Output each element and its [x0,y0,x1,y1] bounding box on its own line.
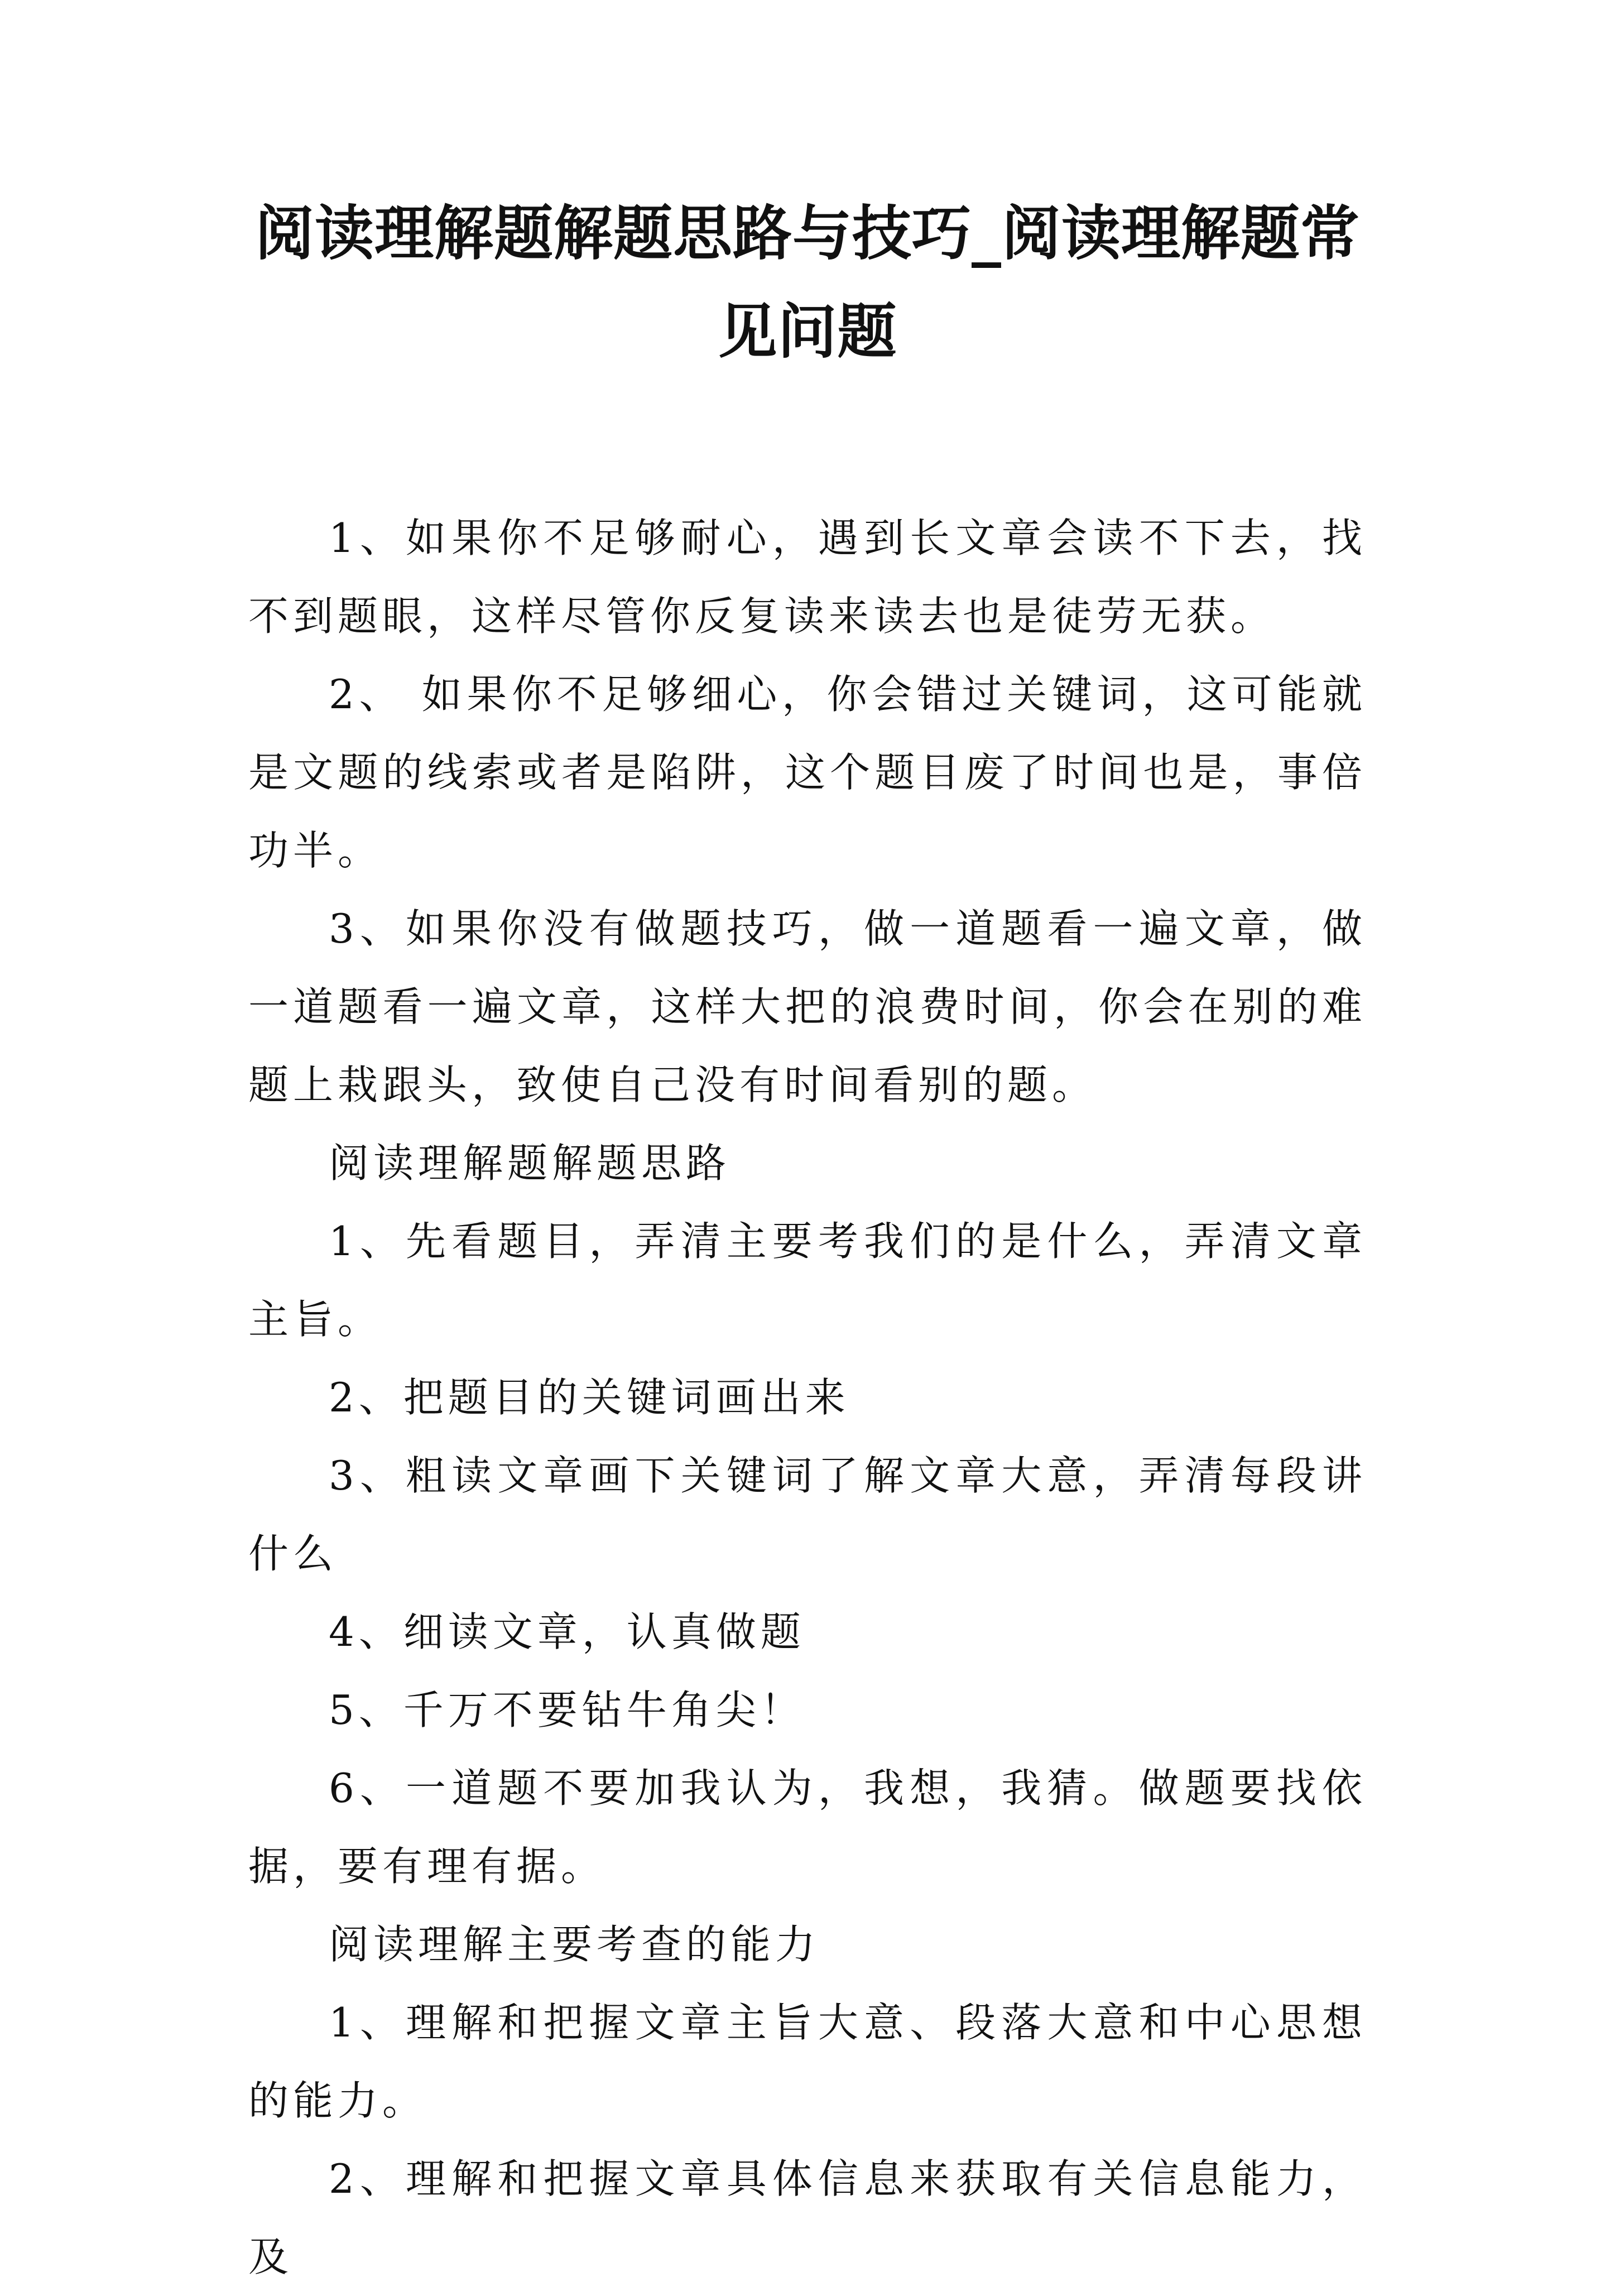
section-heading-approach: 阅读理解题解题思路 [329,1140,731,1187]
paragraph-9: 5、千万不要钻牛角尖！ [329,1687,805,1733]
document-body [248,499,1367,2296]
paragraph-5: 1、先看题目，弄清主要考我们的是什么，弄清文章主旨。 [248,1218,1367,1343]
paragraph-13: 2、理解和把握文章具体信息来获取有关信息能力，及 [248,2155,1367,2280]
document-title: 阅读理解题解题思路与技巧_阅读理解题常见问题 [255,198,1360,366]
section-heading-abilities: 阅读理解主要考查的能力 [329,1921,820,1968]
paragraph-7: 3、粗读文章画下关键词了解文章大意，弄清每段讲什么 [248,1452,1367,1577]
paragraph-3: 3、如果你没有做题技巧，做一道题看一遍文章，做一道题看一遍文章，这样大把的浪费时间，你会在别的难题上栽跟头，致使自己没有时间看别的题。 [248,905,1367,1108]
paragraph-10: 6、一道题不要加我认为，我想，我猜。做题要找依据，要有理有据。 [248,1765,1367,1890]
paragraph-12: 1、理解和把握文章主旨大意、段落大意和中心思想的能力。 [248,1999,1367,2124]
paragraph-6: 2、把题目的关键词画出来 [329,1374,850,1421]
paragraph-1: 1、如果你不足够耐心，遇到长文章会读不下去，找不到题眼，这样尽管你反复读来读去也是徒劳无获。 [248,515,1367,640]
paragraph-2: 2、 如果你不足够细心，你会错过关键词，这可能就是文题的线索或者是陷阱，这个题目废了时间也是，事倍功半。 [248,671,1367,874]
paragraph-8: 4、细读文章，认真做题 [329,1608,805,1655]
